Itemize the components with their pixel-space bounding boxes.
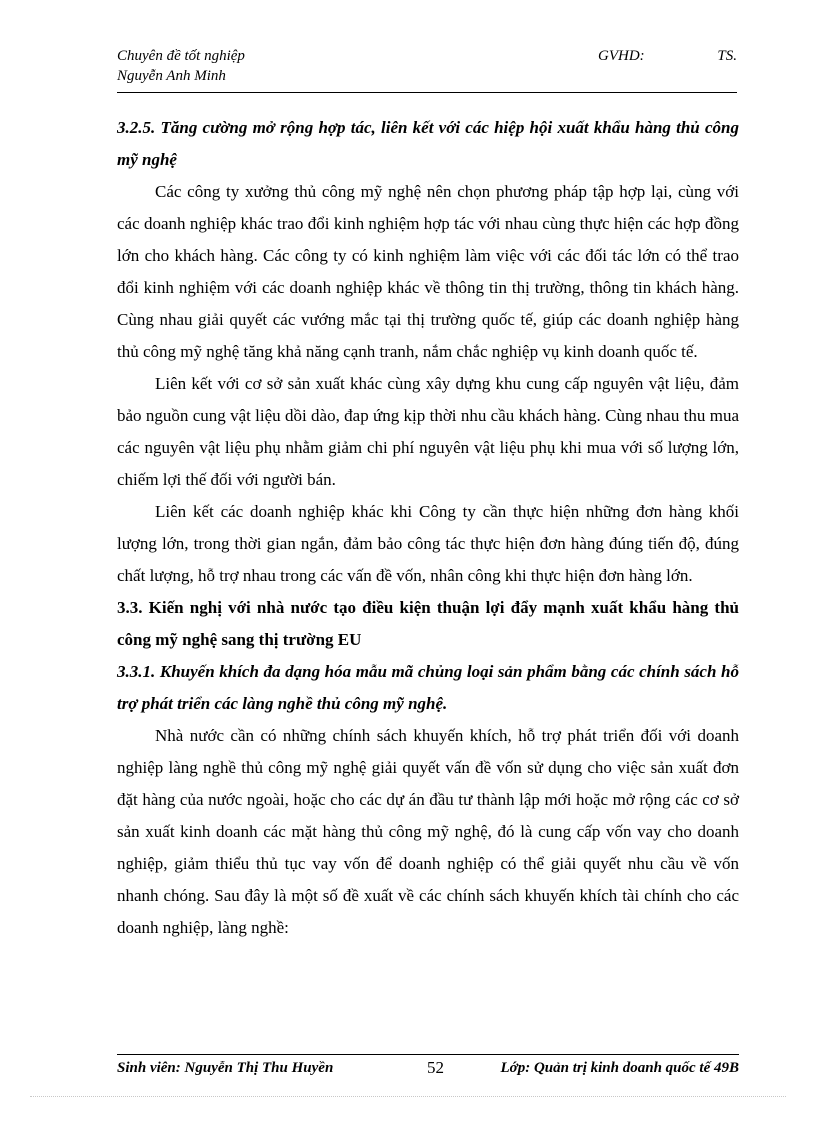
supervisor-label: GVHD: — [598, 48, 645, 64]
document-type: Chuyên đề tốt nghiệp — [117, 48, 245, 64]
supervisor-title: TS. — [717, 48, 737, 64]
heading-3-3-1: 3.3.1. Khuyến khích đa dạng hóa mẫu mã chủng loại sản phẩm bằng các chính sách hỗ trợ phát triển các làng nghề thủ công mỹ nghệ. — [117, 662, 739, 713]
footer-divider — [117, 1054, 739, 1055]
paragraph-materials: Liên kết với cơ sở sản xuất khác cùng xây dựng khu cung cấp nguyên vật liệu, đảm bảo nguồn cung vật liệu dồi dào, đap ứng kịp thời nhu cầu khách hàng. Cùng nhau thu mua các nguyên vật liệu phụ nhằm giảm chi phí nguyên vật liệu phụ khi mua với số lượng lớn, chiếm lợi thế đối với người bán. — [117, 374, 739, 489]
supervisor-name: Nguyễn Anh Minh — [117, 68, 226, 84]
page-body — [117, 112, 739, 944]
page-header — [117, 46, 737, 86]
header-row-2 — [117, 66, 737, 86]
page-number: 52 — [427, 1058, 444, 1077]
page-bottom-dotted-line — [30, 1096, 786, 1097]
student-name: Sinh viên: Nguyễn Thị Thu Huyền — [117, 1060, 334, 1076]
heading-3-3: 3.3. Kiến nghị với nhà nước tạo điều kiện thuận lợi đẩy mạnh xuất khẩu hàng thủ công mỹ nghệ sang thị trường EU — [117, 598, 739, 649]
class-name: Lớp: Quản trị kinh doanh quốc tế 49B — [500, 1060, 739, 1076]
paragraph-cooperation: Các công ty xưởng thủ công mỹ nghệ nên chọn phương pháp tập hợp lại, cùng với các doanh nghiệp khác trao đổi kinh nghiệm hợp tác với nhau cùng thực hiện các hợp đồng lớn cho khách hàng. Các công ty có kinh nghiệm làm việc với các đối tác lớn có thể trao đổi kinh nghiệm với các doanh nghiệp khác về thông tin thị trường, thông tin khách hàng. Cùng nhau giải quyết các vướng mắc tại thị trường quốc tế, giúp các doanh nghiệp hàng thủ công mỹ nghệ tăng khả năng cạnh tranh, nắm chắc nghiệp vụ kinh doanh quốc tế. — [117, 182, 739, 361]
paragraph-large-orders: Liên kết các doanh nghiệp khác khi Công ty cần thực hiện những đơn hàng khối lượng lớn, trong thời gian ngắn, đảm bảo công tác thực hiện đơn hàng đúng tiến độ, đúng chất lượng, hỗ trợ nhau trong các vấn đề vốn, nhân công khi thực hiện đơn hàng lớn. — [117, 502, 739, 585]
heading-3-2-5: 3.2.5. Tăng cường mở rộng hợp tác, liên kết với các hiệp hội xuất khẩu hàng thủ công mỹ nghệ — [117, 118, 739, 169]
header-divider — [117, 92, 737, 93]
paragraph-state-policy: Nhà nước cần có những chính sách khuyến khích, hỗ trợ phát triển đối với doanh nghiệp làng nghề thủ công mỹ nghệ giải quyết vấn đề vốn sử dụng cho việc sản xuất đơn đặt hàng của nước ngoài, hoặc cho các dự án đầu tư thành lập mới hoặc mở rộng các cơ sở sản xuất kinh doanh các mặt hàng thủ công mỹ nghệ, đó là cung cấp vốn vay cho doanh nghiệp, giảm thiểu thủ tục vay vốn để doanh nghiệp có thể giải quyết nhu cầu về vốn nhanh chóng. Sau đây là một số đề xuất về các chính sách khuyến khích tài chính cho các doanh nghiệp, làng nghề: — [117, 726, 739, 937]
header-row-1 — [117, 46, 737, 66]
